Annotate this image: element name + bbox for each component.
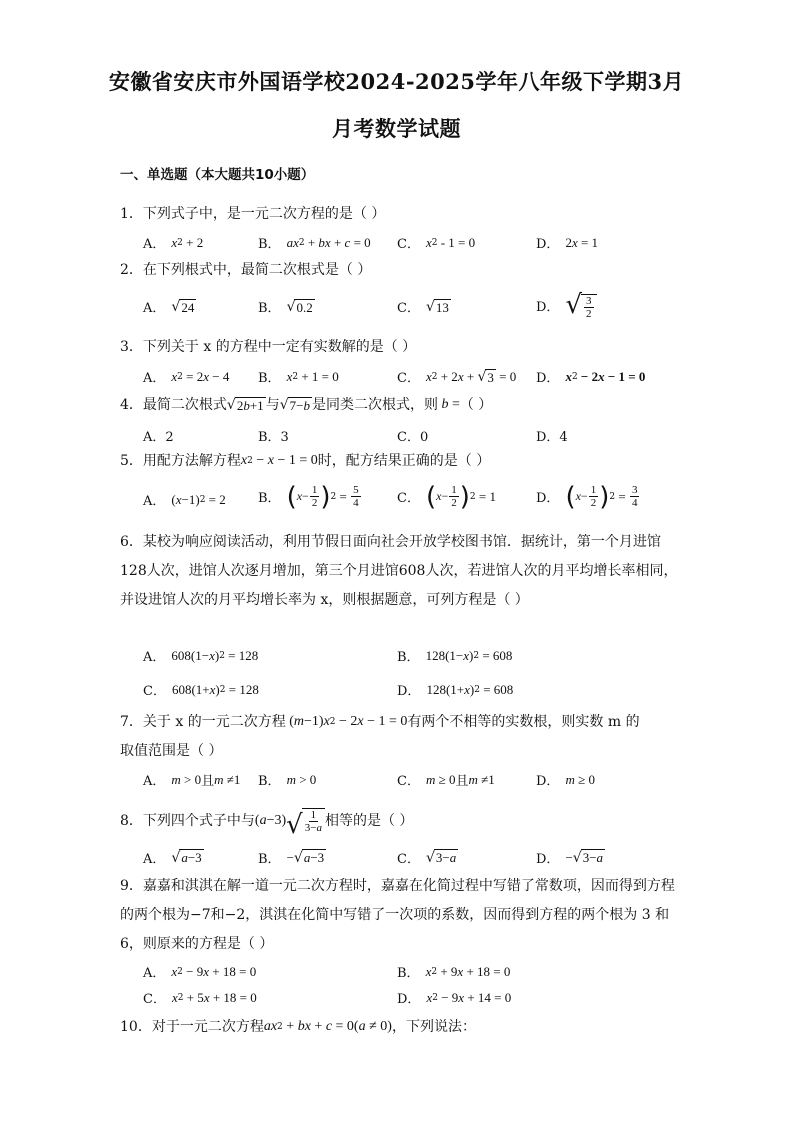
question-9-option-d: D． x 2 − 9 x + 14 = 0 (397, 989, 512, 1007)
question-4-option-b: B．3 (258, 430, 289, 445)
question-3-stem: 3．下列关于 x 的方程中一定有实数解的是（ ） (120, 339, 417, 355)
question-5-stem: 5．用配方法解方程 x 2 − x − 1 = 0 时，配方结果正确的是（ ） (120, 453, 491, 469)
question-5-option-a: A． ( x −1) 2 = 2 (143, 491, 226, 509)
question-6-option-d: D． 128(1+ x ) 2 = 608 (397, 681, 514, 699)
question-9-stem: 9．嘉嘉和淇淇在解一道一元二次方程时，嘉嘉在化简过程中写错了常数项，因而得到方程的两个根为−7和−2，淇淇在化简中写错了一次项的系数，因而得到方程的两个根为 3 和 6，则原来的方程是（ ） (120, 878, 675, 952)
question-6-option-b: B． 128(1− x ) 2 = 608 (397, 647, 513, 665)
question-8-option-d: D． − √ 3−a (536, 849, 604, 867)
question-7-option-b: B． m > 0 (258, 771, 317, 789)
question-1-option-b: B． ax 2 + bx + c = 0 (258, 234, 371, 252)
question-5-option-d: D． ( x − $\frac{1}{2}$ ) 2 = $\frac{3}{4}$ (536, 481, 638, 512)
question-7-option-c: C． m ≥ 0 且 m ≠1 (397, 771, 495, 789)
question-2-option-a: A． √ 24 (143, 298, 195, 316)
question-6-stem: 6．某校为响应阅读活动，利用节假日面向社会开放学校图书馆．据统计，第一个月进馆128人次，进馆人次逐月增加，第三个月进馆608人次，若进馆人次的月平均增长率相同，并设进馆人次的月平均增长率为 x，则根据题意，可列方程是（ ） (120, 534, 678, 608)
question-8-option-a: A． √ a−3 (143, 850, 202, 867)
page-title-line1: 安徽省安庆市外国语学校2024-2025学年八年级下学期3月 (108, 69, 685, 94)
question-8-stem: 8．下列四个式子中与 ( a −3) √ $\frac{1}{3-a}$ 相等的是（ ） (120, 809, 414, 840)
question-3-option-d: D． x 2 − 2 x − 1 = 0 (536, 368, 646, 386)
question-2-option-d: D． √ $\frac{3}{2}$ (536, 290, 597, 320)
question-8-option-b: B． − √ a−3 (258, 849, 325, 867)
question-3-option-a: A． x 2 = 2 x − 4 (143, 368, 230, 386)
question-3-option-b: B． x 2 + 1 = 0 (258, 368, 339, 386)
question-4-option-c: C．0 (397, 430, 429, 445)
question-9-option-a: A． x 2 − 9 x + 18 = 0 (143, 963, 257, 981)
question-7-option-a: A． m > 0 且 m ≠1 (143, 771, 241, 789)
page-title-line2: 月考数学试题 (332, 116, 461, 141)
question-4-stem: 4．最简二次根式 √ 2b+1 与 √ 7−b 是同类二次根式，则 b = （ ） (120, 397, 493, 413)
question-3-option-c: C． x 2 + 2 x + √ 3 = 0 (397, 368, 517, 386)
question-4-option-d: D．4 (536, 430, 568, 445)
question-1-stem: 1．下列式子中，是一元二次方程的是（ ） (120, 206, 386, 222)
question-9-option-c: C． x 2 + 5 x + 18 = 0 (143, 989, 257, 1007)
question-7-option-d: D． m ≥ 0 (536, 771, 595, 789)
question-6-option-a: A． 608(1− x ) 2 = 128 (143, 647, 259, 665)
question-4-option-a: A．2 (143, 430, 174, 445)
question-8-option-c: C． √ 3−a (397, 850, 457, 867)
question-2-option-c: C． √ 13 (397, 298, 449, 316)
question-2-stem: 2．在下列根式中，最简二次根式是（ ） (120, 262, 372, 278)
question-2-option-b: B． √ 0.2 (258, 298, 313, 316)
question-1-option-a: A． x 2 + 2 (143, 234, 204, 252)
question-9-option-b: B． x 2 + 9 x + 18 = 0 (397, 963, 511, 981)
question-6-option-c: C． 608(1+ x ) 2 = 128 (143, 681, 259, 699)
question-1-option-c: C． x 2 - 1 = 0 (397, 234, 476, 252)
question-7-stem: 7．关于 x 的一元二次方程 ( m −1) x 2 − 2 x − 1 = 0 有两个不相等的实数根，则实数 m 的 (120, 714, 640, 730)
question-5-option-b: B． ( x − $\frac{1}{2}$ ) 2 = $\frac{5}{4}$ (258, 481, 359, 512)
question-1-option-d: D． 2 x = 1 (536, 234, 599, 252)
section-heading: 一、单选题（本大题共10小题） (120, 167, 315, 183)
question-5-option-c: C． ( x − $\frac{1}{2}$ ) 2 = 1 (397, 481, 496, 512)
question-10-stem: 10．对于一元二次方程 ax 2 + bx + c = 0( a ≠ 0) ，下列说法： (120, 1019, 476, 1035)
question-7-stem-line2: 取值范围是（ ） (120, 743, 223, 759)
